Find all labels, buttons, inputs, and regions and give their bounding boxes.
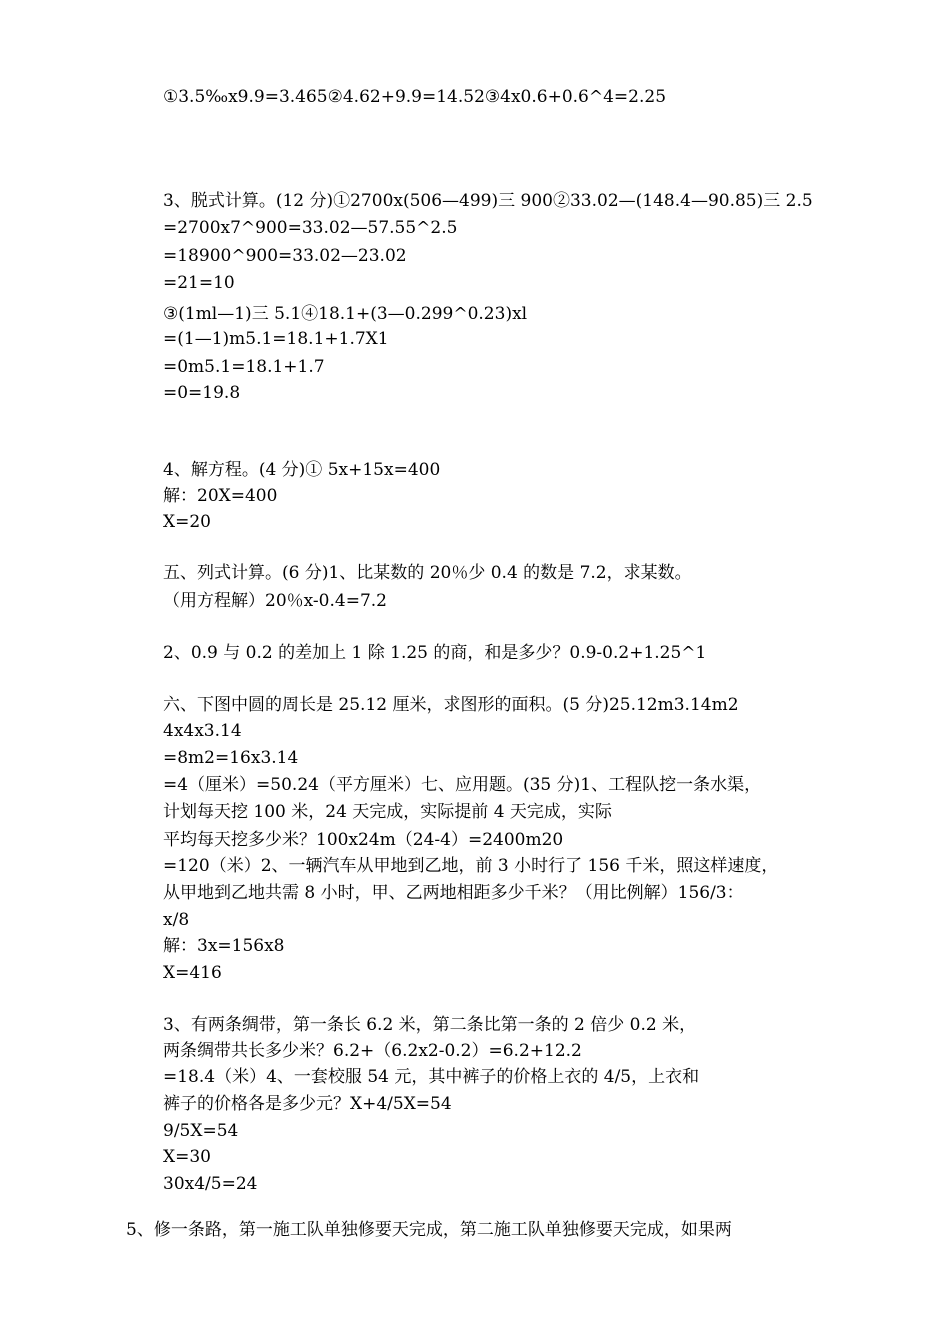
text-line: X=30 — [163, 1147, 211, 1167]
text-line: 平均每天挖多少米？100x24m（24-4）=2400m20 — [163, 830, 564, 850]
text-line: 2、0.9 与 0.2 的差加上 1 除 1.25 的商，和是多少？0.9-0.2+1.25^1 — [163, 643, 707, 663]
text-line: =4（厘米）=50.24（平方厘米）七、应用题。(35 分)1、工程队挖一条水渠， — [163, 775, 762, 795]
text-line: 计划每天挖 100 米，24 天完成，实际提前 4 天完成，实际 — [163, 802, 612, 822]
text-line: 从甲地到乙地共需 8 小时，甲、乙两地相距多少千米？（用比例解）156/3： — [163, 883, 744, 903]
text-line: （用方程解）20％x-0.4=7.2 — [163, 591, 387, 611]
text-line: =21=10 — [163, 273, 235, 293]
text-line: 六、下图中圆的周长是 25.12 厘米，求图形的面积。(5 分)25.12m3.14m2 — [163, 695, 739, 715]
text-line: 五、列式计算。(6 分)1、比某数的 20％少 0.4 的数是 7.2，求某数。 — [163, 563, 692, 583]
text-line: =0m5.1=18.1+1.7 — [163, 357, 325, 377]
text-line: 30x4/5=24 — [163, 1174, 258, 1194]
text-line: 9/5X=54 — [163, 1121, 239, 1141]
text-line: =2700x7^900=33.02—57.55^2.5 — [163, 218, 458, 238]
text-line: X=416 — [163, 963, 222, 983]
text-line: 4、解方程。(4 分)① 5x+15x=400 — [163, 460, 441, 480]
text-line: =(1—1)m5.1=18.1+1.7X1 — [163, 329, 389, 349]
text-line: =8m2=16x3.14 — [163, 748, 299, 768]
text-line: =0=19.8 — [163, 383, 241, 403]
text-line: 4x4x3.14 — [163, 721, 242, 741]
text-line: x/8 — [163, 910, 190, 930]
text-line: =18900^900=33.02—23.02 — [163, 246, 407, 266]
text-line: 解：20X=400 — [163, 486, 278, 506]
text-line: 3、脱式计算。(12 分)①2700x(506—499)三 900②33.02—(148.4—90.85)三 2.5 — [163, 191, 813, 211]
text-line: 3、有两条绸带，第一条长 6.2 米，第二条比第一条的 2 倍少 0.2 米， — [163, 1015, 697, 1035]
text-line: ①3.5‰x9.9=3.465②4.62+9.9=14.52③4x0.6+0.6^4=2.25 — [163, 87, 667, 107]
text-line: 裤子的价格各是多少元？X+4/5X=54 — [163, 1094, 452, 1114]
text-line: 两条绸带共长多少米？6.2+（6.2x2-0.2）=6.2+12.2 — [163, 1041, 582, 1061]
text-line: 5、修一条路，第一施工队单独修要天完成，第二施工队单独修要天完成，如果两 — [126, 1220, 732, 1240]
text-line: =120（米）2、一辆汽车从甲地到乙地，前 3 小时行了 156 千米，照这样速度， — [163, 856, 779, 876]
text-line: =18.4（米）4、一套校服 54 元，其中裤子的价格上衣的 4/5，上衣和 — [163, 1067, 700, 1087]
text-line: 解：3x=156x8 — [163, 936, 285, 956]
text-line: ③(1ml—1)三 5.1④18.1+(3—0.299^0.23)xl — [163, 304, 528, 324]
text-line: X=20 — [163, 512, 211, 532]
